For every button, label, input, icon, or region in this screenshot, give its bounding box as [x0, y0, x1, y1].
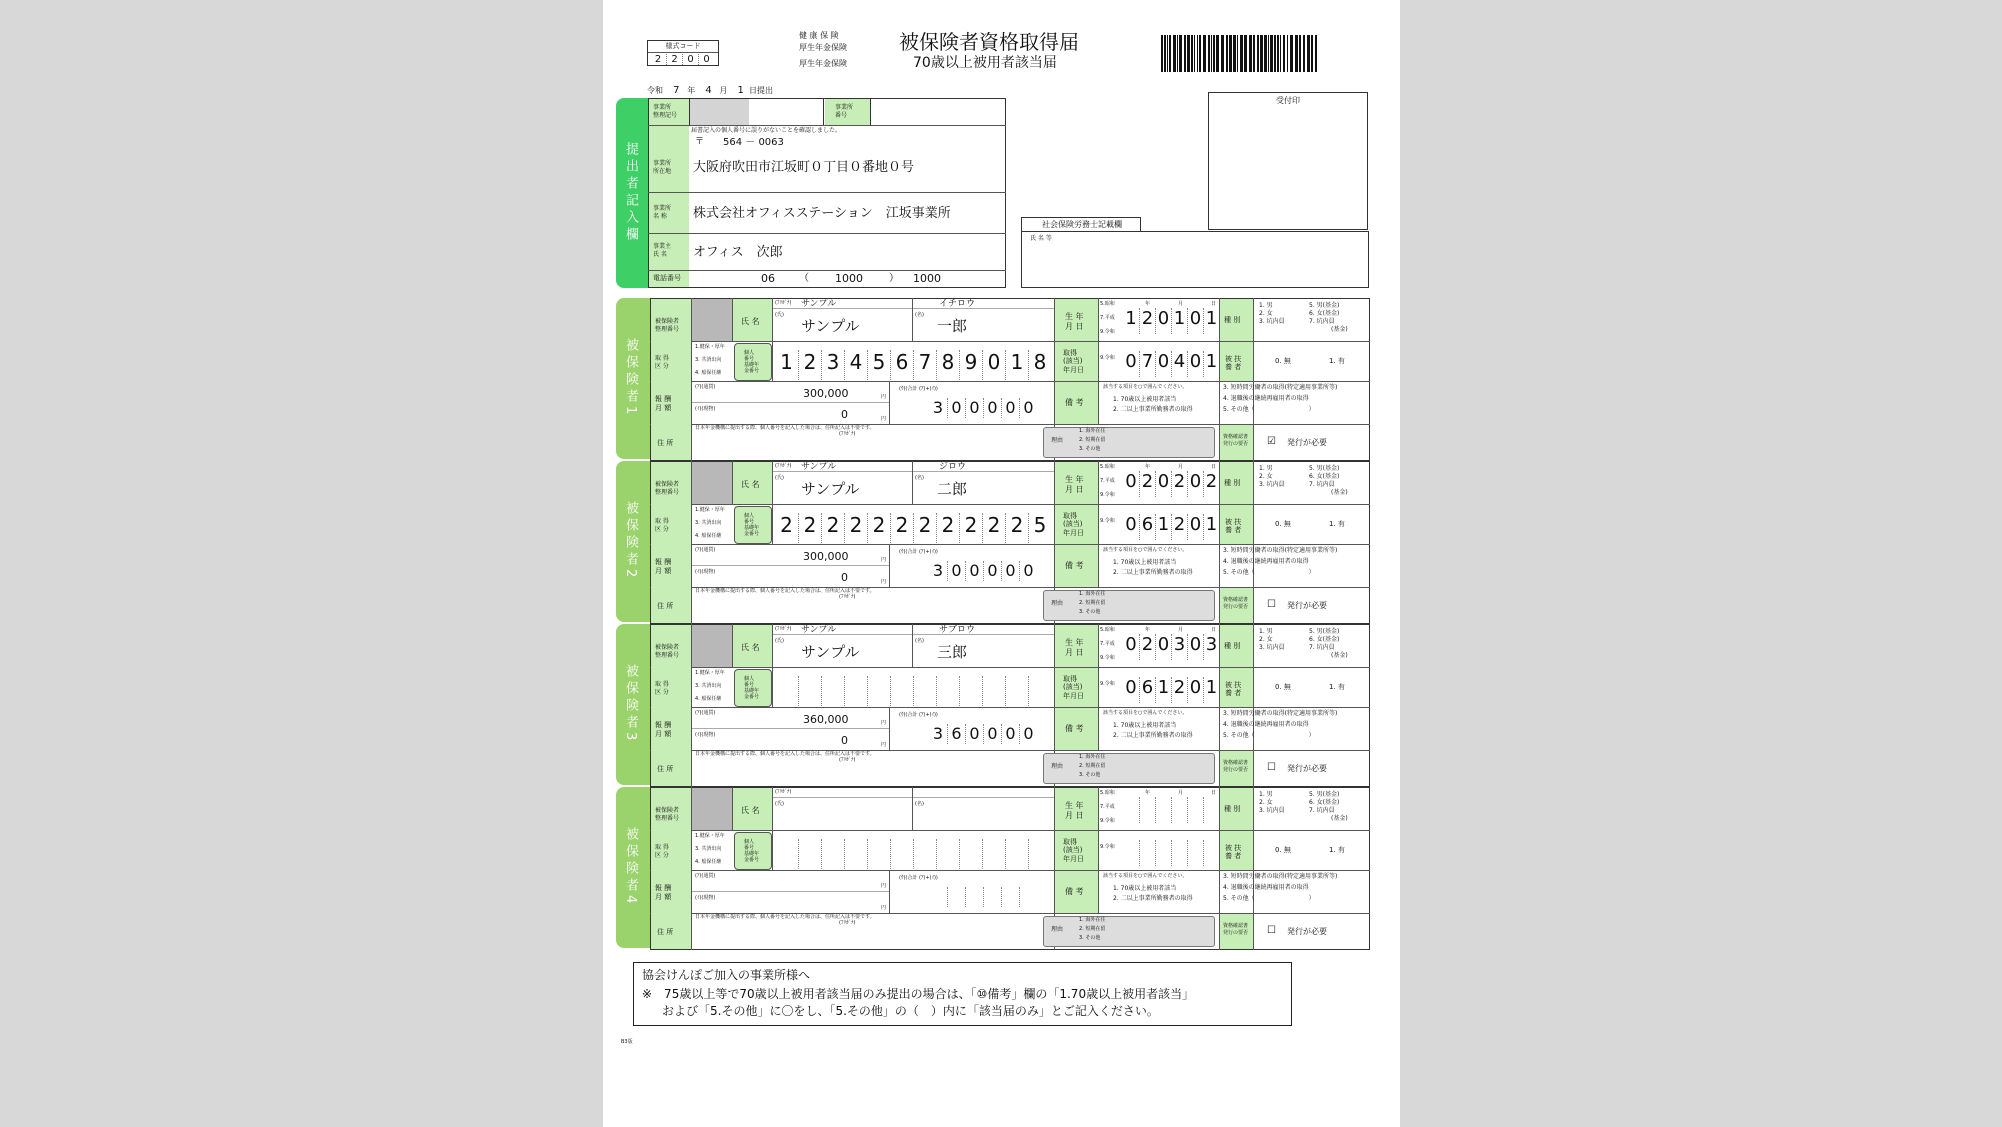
acquisition-date-digits[interactable]: 0 6 1 2 0 1 [1123, 514, 1219, 540]
form-subtitle: 70歳以上被用者該当届 [913, 55, 1057, 71]
sharoushi-header: 社会保険労務士記載欄 [1021, 217, 1141, 232]
tel-label: 電話番号 [653, 274, 681, 282]
reception-stamp-box [1208, 92, 1368, 230]
given-name[interactable]: 一郎 [937, 317, 968, 335]
issue-checkbox[interactable]: ☐ [1267, 925, 1276, 936]
my-number-digits[interactable]: 1 2 3 4 5 6 7 8 9 0 1 8 [775, 350, 1051, 380]
acquisition-date-digits[interactable]: 0 6 1 2 0 1 [1123, 677, 1219, 703]
person-tab-4: 被保険者4 [616, 787, 650, 948]
kana-given-name[interactable]: ジロウ [939, 462, 967, 472]
form-title: 被保険者資格取得届 [899, 30, 1079, 54]
person-tab-1: 被保険者1 [616, 298, 650, 459]
office-address[interactable]: 大阪府吹田市江坂町０丁目０番地０号 [693, 160, 915, 175]
office-no-field[interactable] [870, 98, 1006, 126]
acquisition-date-digits[interactable]: 0 7 0 4 0 1 [1123, 351, 1219, 377]
mynumber-note: 届書記入の個人番号に誤りがないことを確認しました。 [691, 127, 842, 134]
issue-checkbox[interactable]: ☐ [1267, 599, 1276, 610]
wage-in-kind[interactable]: 0 [841, 734, 848, 747]
form-code-digits: 2 2 0 0 [650, 54, 716, 65]
insurance-type-2: 厚生年金保険 [799, 43, 847, 52]
person-tab-3: 被保険者3 [616, 624, 650, 785]
footer-line-3: および「5.その他」に〇をし、「5.その他」の（ ）内に「該当届のみ」とご記入ください。 [662, 1004, 1159, 1018]
reason-box[interactable] [1043, 427, 1215, 458]
reason-box[interactable] [1043, 753, 1215, 784]
tel-part-3[interactable]: 1000 [913, 272, 941, 285]
birth-date-digits[interactable]: 0 2 0 3 0 3 [1123, 634, 1219, 660]
surname[interactable]: サンプル [801, 317, 860, 335]
surname[interactable]: サンプル [801, 643, 860, 661]
sharoushi-name-label: 氏 名 等 [1030, 235, 1052, 242]
tel-part-2[interactable]: 1000 [835, 272, 863, 285]
surname[interactable]: サンプル [801, 480, 860, 498]
wage-total-digits[interactable]: 3 0 0 0 0 0 [929, 398, 1037, 418]
form-code-box [647, 40, 719, 66]
postal-code: 564 － 0063 [723, 137, 784, 148]
sharoushi-box[interactable] [1021, 231, 1369, 288]
issue-checkbox[interactable]: ☑ [1267, 436, 1276, 447]
wage-total-digits[interactable] [929, 887, 1037, 907]
birth-date-digits[interactable]: 0 2 0 2 0 2 [1123, 471, 1219, 497]
given-name[interactable]: 二郎 [937, 480, 968, 498]
acquisition-date-digits[interactable] [1123, 840, 1219, 866]
office-no-label: 事業所 番号 [835, 104, 854, 119]
owner-label: 事業主 氏 名 [653, 243, 672, 258]
footer-notice [633, 962, 1292, 1026]
form-code-label: 様式コード [665, 42, 701, 50]
person-tab-2: 被保険者2 [616, 461, 650, 622]
footer-line-1: 協会けんぽご加入の事業所様へ [642, 968, 811, 982]
submission-date: 令和 7 年 4 月 1 日提出 [647, 85, 774, 96]
reception-label: 受付印 [1276, 96, 1300, 105]
kana-given-name[interactable]: イチロウ [939, 299, 976, 309]
kana-surname[interactable]: サンプル [801, 462, 837, 472]
wage-total-digits[interactable]: 3 0 0 0 0 0 [929, 561, 1037, 581]
postal-mark: 〒 [695, 137, 705, 147]
wage-currency[interactable]: 360,000 [803, 713, 849, 726]
office-code-field[interactable] [689, 98, 824, 126]
office-name[interactable]: 株式会社オフィスステーション 江坂事業所 [693, 206, 951, 221]
insurance-type-1: 健 康 保 険 [799, 31, 839, 40]
birth-date-digits[interactable] [1123, 797, 1219, 823]
wage-in-kind[interactable]: 0 [841, 408, 848, 421]
reason-box[interactable] [1043, 916, 1215, 947]
kana-surname[interactable]: サンプル [801, 625, 837, 635]
tel-part-1[interactable]: 06 [761, 272, 775, 285]
office-code-label: 事業所 整理記号 [653, 104, 678, 119]
issue-checkbox[interactable]: ☐ [1267, 762, 1276, 773]
form-page: 様式コード 2 2 0 0 健 康 保 険 厚生年金保険 厚生年金保険 被保険者資格取得届 70歳以上被用者該当届 令和 7 年 4 月 1 日提出 提出者記入欄 事業所 整理記号 事業所 番号 届書記入の個人番号に誤りがないことを確認しました。 〒 564 － 0063 事業所 所在地 大阪府吹田市江坂町０丁目０番地０号 事業所 名 称 株式会社オフィスステーション 江坂事業所 事業主 氏 名 オフィス 次郎 電話番号 06 （ 1000 ） 1000 受付印 社会保険労務士記載欄 氏 名 等 被保険者1 被保険者 整理番号 氏 名 (ﾌﾘｶﾞﾅ) (氏) (名) サンプル イチロウ サンプル 一郎 生 年 月 日 5.昭和 7.平成 9.令和 1 2 0 1 0 1 年 月 日 種 別 1. 男 2. 女 3. 坑内員 5. 男(基金) 6. 女(基金) 7. 坑内員 (基金) 取 得 区 分 1.健保・厚年 3. 共済出向 4. 船保任継 個人 番号 基礎年 金番号 1 2 3 4 5 6 7 8 9 0 1 8 取得 (該当) 年月日 9.令和 0 7 0 4 0 1 被 扶 養 者 0. 無 1. 有 報 酬 月 額 (ｱ)(通貨) (ｲ)(現物) 300,000 0 円 円 (ｳ)(合計 (ｱ)+(ｲ)) 3 0 0 0 0 0 備 考 該当する項目を○で囲んでください。 1. 70歳以上被用者該当 2. 二以上事業所勤務者の取得 3. 短時間労働者の取得(特定適用事業所等) 4. 退職後の継続再雇用者の取得 5. その他（ ） 住 所 日本年金機構に提出する際、個人番号を記入した場合は、住所記入は不要です。 (ﾌﾘｶﾞﾅ) 理由 1. 海外在住 2. 短期在留 3. その他 資格確認書 発行の要否 ☑ 発行が必要 被保険者2 被保険者 整理番号 氏 名 (ﾌﾘｶﾞﾅ) (氏) (名) サンプル ジロウ サンプル 二郎 生 年 月 日 5.昭和 7.平成 9.令和 0 2 0 2 0 2 年 月 日 種 別 1. 男 2. 女 3. 坑内員 5. 男(基金) 6. 女(基金) 7. 坑内員 (基金) 取 得 区 分 1.健保・厚年 3. 共済出向 4. 船保任継 個人 番号 基礎年 金番号 2 2 2 2 2 2 2 2 2 2 2 5 取得 (該当) 年月日 9.令和 0 6 1 2 0 1 被 扶 養 者 0. 無 1. 有 報 酬 月 額 (ｱ)(通貨) (ｲ)(現物) 300,000 0 円 円 (ｳ)(合計 (ｱ)+(ｲ)) 3 0 0 0 0 0 備 考 該当する項目を○で囲んでください。 1. 70歳以上被用者該当 2. 二以上事業所勤務者の取得 3. 短時間労働者の取得(特定適用事業所等) 4. 退職後の継続再雇用者の取得 5. その他（ ） 住 所 日本年金機構に提出する際、個人番号を記入した場合は、住所記入は不要です。 (ﾌﾘｶﾞﾅ) 理由 1. 海外在住 2. 短期在留 3. その他 資格確認書 発行の要否 ☐ 発行が必要 被保険者3 被保険者 整理番号 氏 名 (ﾌﾘｶﾞﾅ) (氏) (名) サンプル サブロウ サンプル 三郎 生 年 月 日 5.昭和 7.平成 9.令和 0 2 0 3 0 3 年 月 日 種 別 1. 男 2. 女 3. 坑内員 5. 男(基金) 6. 女(基金) 7. 坑内員 (基金) 取 得 区 分 1.健保・厚年 3. 共済出向 4. 船保任継 個人 番号 基礎年 金番号 取得 (該当) 年月日 9.令和 0 6 1 2 0 1 被 扶 養 者 0. 無 1. 有 報 酬 月 額 (ｱ)(通貨) (ｲ)(現物) 360,000 0 円 円 (ｳ)(合計 (ｱ)+(ｲ)) 3 6 0 0 0 0 備 考 該当する項目を○で囲んでください。 1. 70歳以上被用者該当 2. 二以上事業所勤務者の取得 3. 短時間労働者の取得(特定適用事業所等) 4. 退職後の継続再雇用者の取得 5. その他（ ） 住 所 日本年金機構に提出する際、個人番号を記入した場合は、住所記入は不要です。 (ﾌﾘｶﾞﾅ) 理由 1. 海外在住 2. 短期在留 3. その他 資格確認書 発行の要否 ☐ 発行が必要 被保険者4 被保険者 整理番号 氏 名 (ﾌﾘｶﾞﾅ) (氏) (名) 生 年 月 日 5.昭和 7.平成 9.令和 年 月 日 種 別 1. 男 2. 女 3. 坑内員 5. 男(基金) 6. 女(基金) 7. 坑内員 (基金) 取 得 区 分 1.健保・厚年 3. 共済出向 4. 船保任継 個人 番号 基礎年 金番号 取得 (該当) 年月日 9.令和 被 扶 養 者 0. 無 1. 有 報 酬 月 額 (ｱ)(通貨) (ｲ)(現物) 円 円 (ｳ)(合計 (ｱ)+(ｲ)) 備 考 該当する項目を○で囲んでください。 1. 70歳以上被用者該当 2. 二以上事業所勤務者の取得 3. 短時間労働者の取得(特定適用事業所等) 4. 退職後の継続再雇用者の取得 5. その他（ ） 住 所 日本年金機構に提出する際、個人番号を記入した場合は、住所記入は不要です。 (ﾌﾘｶﾞﾅ) 理由 1. 海外在住 2. 短期在留 3. その他 資格確認書 発行の要否 ☐ 発行が必要 協会けんぽご加入の事業所様へ ※ 75歳以上等で70歳以上被用者該当届のみ提出の場合は、「⑩備考」欄の「1.70歳以上被用者該当」 および「5.その他」に〇をし、「5.その他」の（ ）内に「該当届のみ」とご記入ください。 B3版 [603, 0, 1400, 1127]
page-mark: B3版 [621, 1039, 633, 1045]
my-number-digits[interactable] [775, 839, 1051, 869]
wage-total-digits[interactable]: 3 6 0 0 0 0 [929, 724, 1037, 744]
my-number-digits[interactable] [775, 676, 1051, 706]
submitter-tab: 提出者記入欄 [616, 98, 648, 288]
barcode-icon [1161, 35, 1321, 72]
owner-name[interactable]: オフィス 次郎 [693, 245, 783, 260]
address-label: 事業所 所在地 [653, 160, 672, 175]
wage-currency[interactable]: 300,000 [803, 387, 849, 400]
kana-given-name[interactable]: サブロウ [939, 625, 976, 635]
birth-date-digits[interactable]: 1 2 0 1 0 1 [1123, 308, 1219, 334]
footer-line-2: ※ 75歳以上等で70歳以上被用者該当届のみ提出の場合は、「⑩備考」欄の「1.70歳以上被用者該当」 [642, 987, 1195, 1001]
wage-in-kind[interactable]: 0 [841, 571, 848, 584]
kana-surname[interactable]: サンプル [801, 299, 837, 309]
my-number-digits[interactable]: 2 2 2 2 2 2 2 2 2 2 2 5 [775, 513, 1051, 543]
reason-box[interactable] [1043, 590, 1215, 621]
wage-currency[interactable]: 300,000 [803, 550, 849, 563]
given-name[interactable]: 三郎 [937, 643, 968, 661]
office-name-label: 事業所 名 称 [653, 205, 672, 220]
insurance-type-3: 厚生年金保険 [799, 59, 847, 68]
